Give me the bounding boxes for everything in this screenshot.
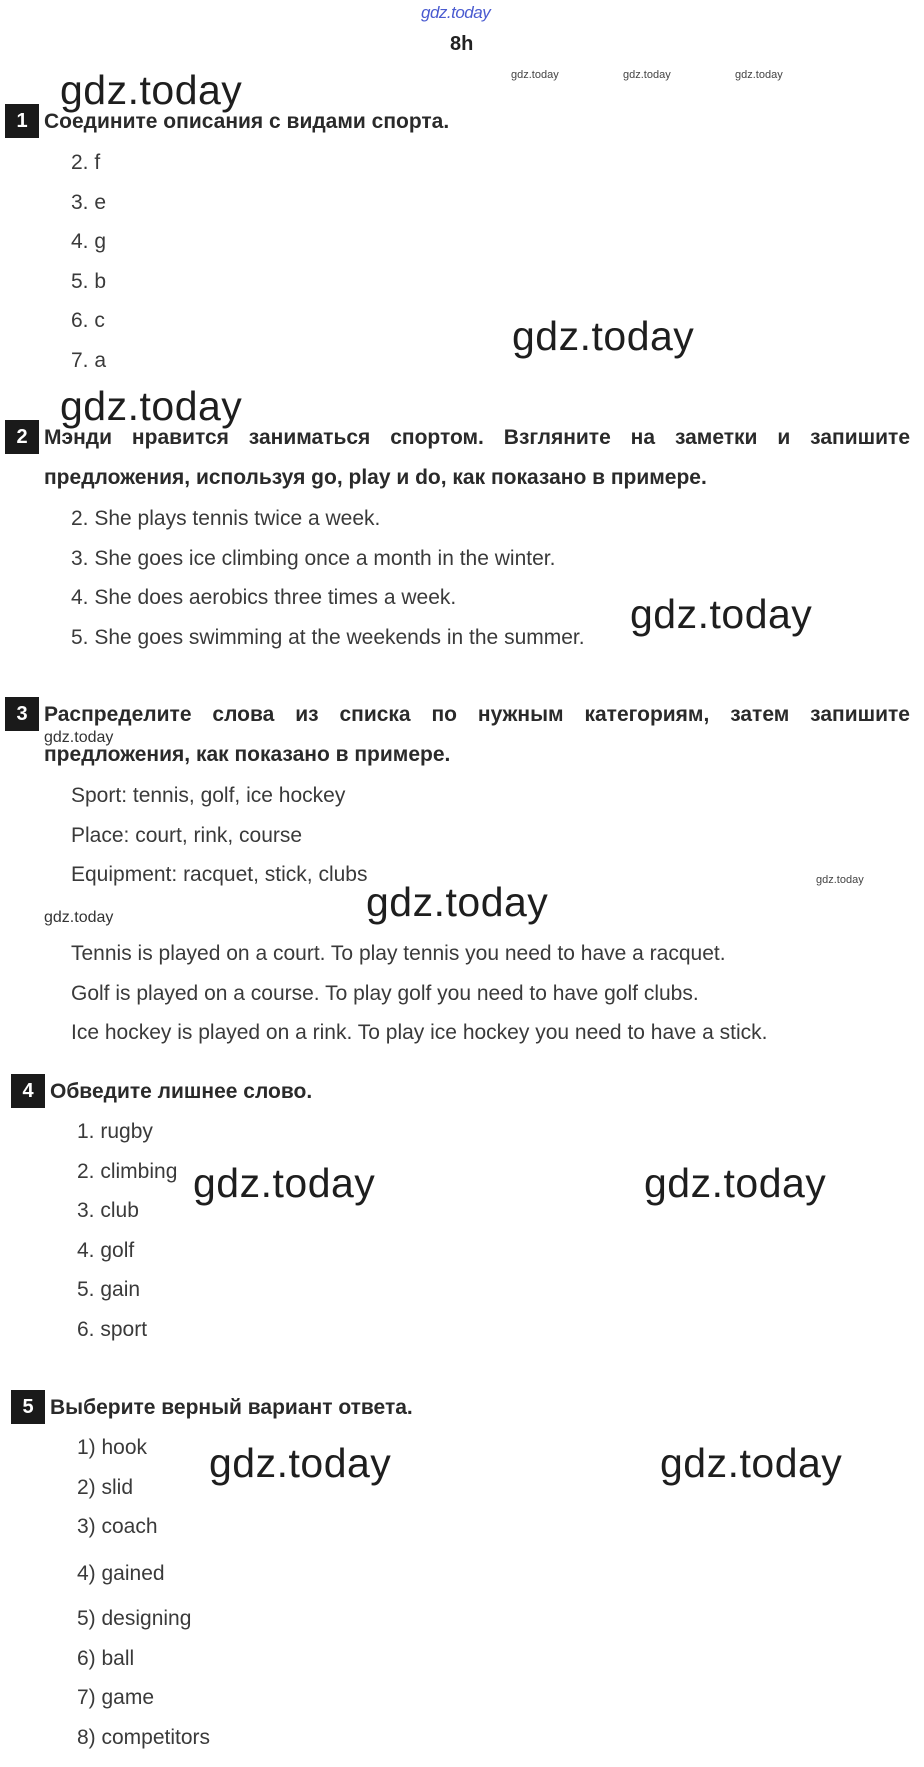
answer-item: 5. She goes swimming at the weekends in the summer. bbox=[71, 626, 585, 649]
exercise-title: Выберите верный вариант ответа. bbox=[50, 1396, 413, 1419]
answer-item: Tennis is played on a court. To play tennis you need to have a racquet. bbox=[71, 942, 726, 965]
watermark: gdz.today bbox=[366, 879, 549, 925]
answer-item: 6. c bbox=[71, 309, 105, 332]
answer-item: 1) hook bbox=[77, 1436, 148, 1459]
watermark: gdz.today bbox=[44, 729, 114, 746]
answer-item: 3) coach bbox=[77, 1515, 158, 1538]
exercise-title: Мэнди нравится заниматься спортом. Взгляните на заметки и запишите предложения, используя go, play и do, как показано в примере. bbox=[44, 426, 910, 489]
exercise-number: 3 bbox=[5, 697, 39, 731]
watermark: gdz.today bbox=[44, 909, 114, 926]
watermark: gdz.today bbox=[60, 383, 243, 429]
watermark: gdz.today bbox=[660, 1440, 843, 1486]
answer-item: 5. b bbox=[71, 270, 107, 293]
watermark: gdz.today bbox=[209, 1440, 392, 1486]
answer-item: 7. a bbox=[71, 349, 107, 372]
watermark: gdz.today bbox=[816, 874, 864, 886]
watermark: gdz.today bbox=[623, 69, 671, 81]
answer-item: 4) gained bbox=[77, 1562, 165, 1585]
exercise-title: Соедините описания с видами спорта. bbox=[44, 110, 450, 133]
answer-item: 7) game bbox=[77, 1686, 155, 1709]
answer-item: 4. g bbox=[71, 230, 107, 253]
exercise-title: Распределите слова из списка по нужным категориям, затем запишите предложения, как показано в примере. bbox=[44, 703, 910, 766]
answer-item: Sport: tennis, golf, ice hockey bbox=[71, 784, 346, 807]
answer-item: 6) ball bbox=[77, 1647, 135, 1670]
answer-item: 2) slid bbox=[77, 1476, 134, 1499]
answer-item: Equipment: racquet, stick, clubs bbox=[71, 863, 368, 886]
watermark: gdz.today bbox=[630, 591, 813, 637]
answer-item: 2. climbing bbox=[77, 1160, 178, 1183]
answer-item: 5) designing bbox=[77, 1607, 192, 1630]
answer-item: 4. golf bbox=[77, 1239, 135, 1262]
exercise-number: 2 bbox=[5, 420, 39, 454]
exercise-number: 1 bbox=[5, 104, 39, 138]
answer-item: 5. gain bbox=[77, 1278, 141, 1301]
exercise-number: 5 bbox=[11, 1390, 45, 1424]
answer-item: Place: court, rink, course bbox=[71, 824, 303, 847]
watermark: gdz.today bbox=[193, 1160, 376, 1206]
watermark: gdz.today bbox=[60, 67, 243, 113]
page-title: 8h bbox=[450, 33, 474, 55]
answer-item: 3. e bbox=[71, 191, 107, 214]
answer-item: 2. She plays tennis twice a week. bbox=[71, 507, 381, 530]
answer-item: 1. rugby bbox=[77, 1120, 153, 1143]
answer-item: 3. She goes ice climbing once a month in the winter. bbox=[71, 547, 556, 570]
answer-item: 4. She does aerobics three times a week. bbox=[71, 586, 457, 609]
watermark: gdz.today bbox=[512, 313, 695, 359]
exercise-number: 4 bbox=[11, 1074, 45, 1108]
answer-item: Golf is played on a course. To play golf you need to have golf clubs. bbox=[71, 982, 699, 1005]
watermark: gdz.today bbox=[735, 69, 783, 81]
answer-item: Ice hockey is played on a rink. To play ice hockey you need to have a stick. bbox=[71, 1021, 768, 1044]
watermark: gdz.today bbox=[511, 69, 559, 81]
answer-item: 2. f bbox=[71, 151, 101, 174]
watermark: gdz.today bbox=[644, 1160, 827, 1206]
answer-item: 8) competitors bbox=[77, 1726, 211, 1749]
exercise-title: Обведите лишнее слово. bbox=[50, 1080, 313, 1103]
site-link[interactable]: gdz.today bbox=[421, 3, 491, 22]
answer-item: 6. sport bbox=[77, 1318, 148, 1341]
answer-item: 3. club bbox=[77, 1199, 139, 1222]
